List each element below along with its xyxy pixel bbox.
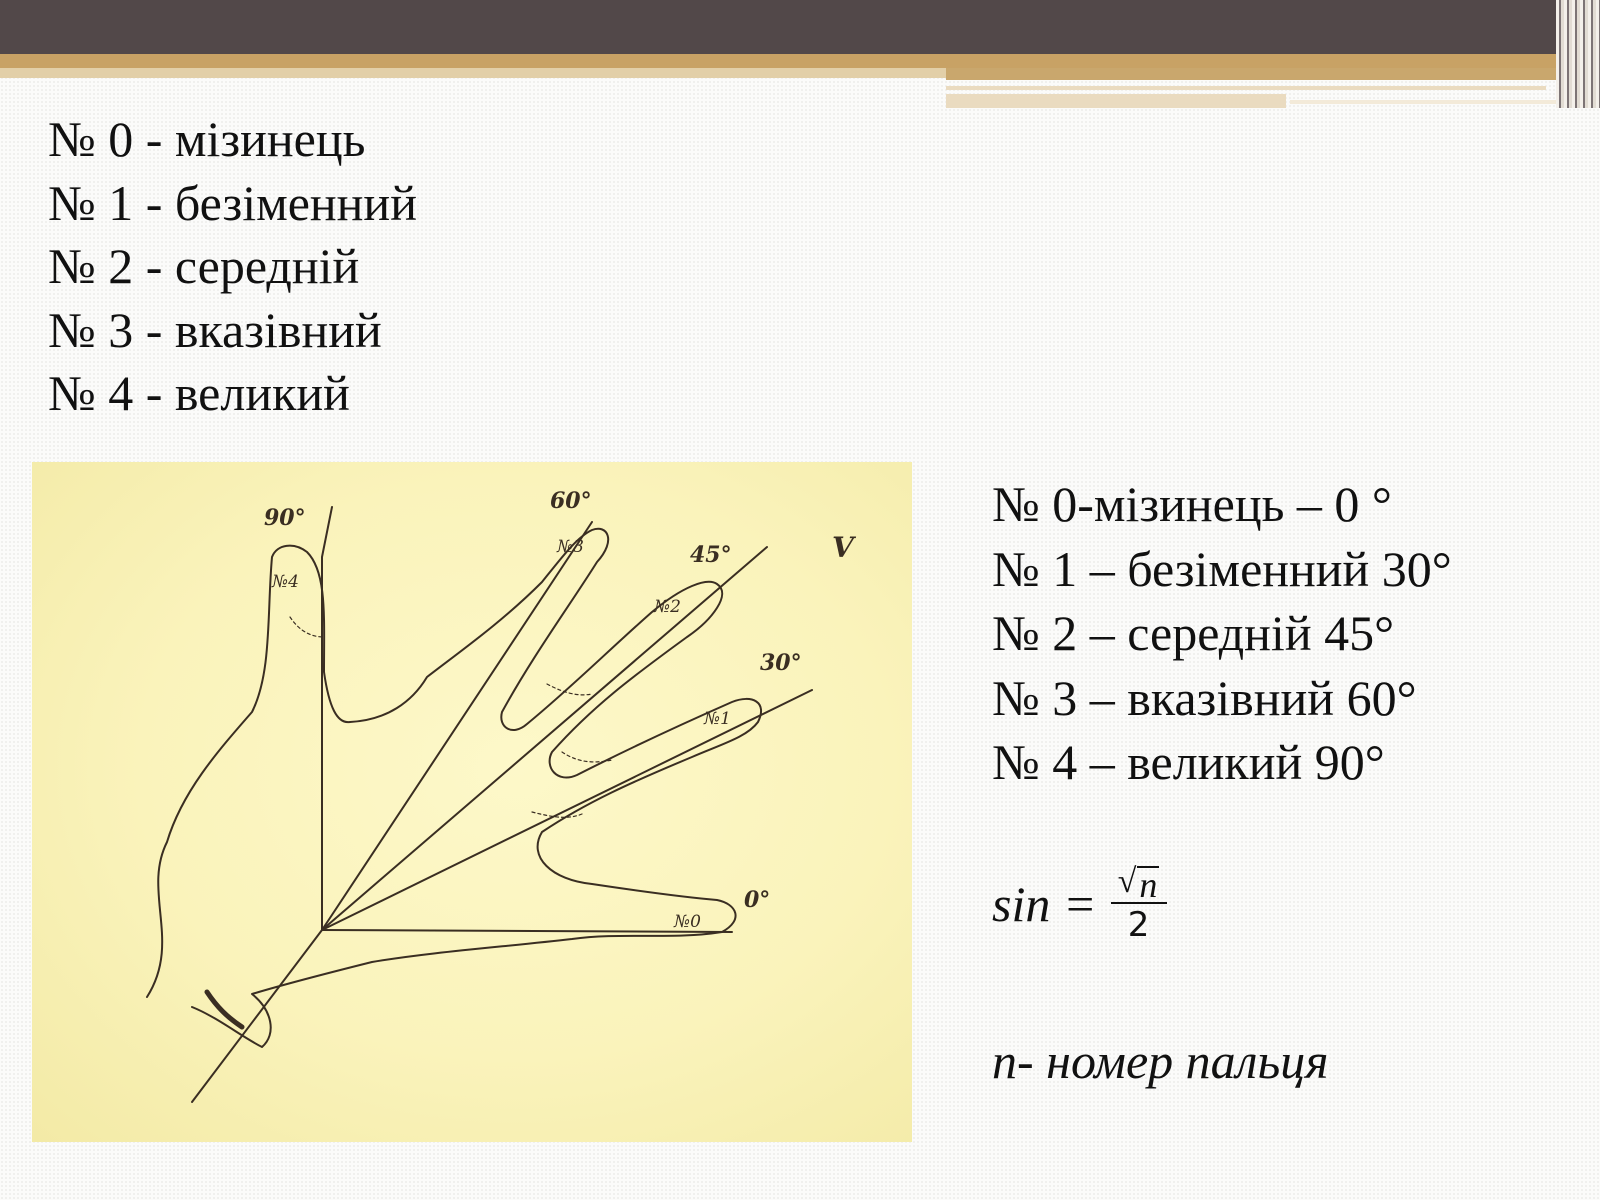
angle-label: 0° <box>744 887 771 913</box>
formula-fraction <box>1111 862 1167 946</box>
sqrt-symbol: √ <box>1117 863 1137 900</box>
corner-mark: V <box>832 531 854 564</box>
angle-label: 45° <box>690 542 732 568</box>
finger-name-item: № 3 - вказівний <box>48 301 382 358</box>
ray-0 <box>322 930 732 932</box>
angle-label: 60° <box>550 488 592 514</box>
formula-denominator: 2 <box>1127 905 1150 945</box>
finger-angle-item: № 0-мізинець – 0 ° <box>992 476 1392 532</box>
sine-formula <box>992 862 1167 946</box>
finger-label: №0 <box>674 912 701 932</box>
ray-45 <box>322 547 767 930</box>
header-bar-gold <box>0 54 1560 68</box>
hand-angles-drawing <box>32 462 912 1142</box>
formula-legend: n- номер пальця <box>992 1033 1329 1089</box>
finger-name-item: № 4 - великий <box>48 365 350 421</box>
finger-name-item: № 0 - мізинець <box>48 111 366 167</box>
angle-labels <box>264 488 802 913</box>
header-edge-decoration <box>1556 0 1600 108</box>
ray-90 <box>322 507 332 930</box>
finger-label: №1 <box>704 709 731 729</box>
header-bar-light <box>0 68 946 78</box>
finger-label: №2 <box>654 597 681 617</box>
finger-label: №3 <box>557 537 584 557</box>
finger-names-list <box>48 108 417 426</box>
radicand: n <box>1139 865 1158 905</box>
angle-label: 90° <box>264 505 306 531</box>
ray-60 <box>322 522 592 930</box>
palm-shadow <box>207 992 242 1027</box>
angle-label: 30° <box>760 650 802 676</box>
finger-angle-item: № 1 – безіменний 30° <box>992 540 1452 597</box>
finger-angle-item: № 3 – вказівний 60° <box>992 669 1417 726</box>
finger-angles-list <box>992 472 1452 795</box>
hand-sketch <box>32 462 912 1142</box>
finger-label: №4 <box>272 572 299 592</box>
header-stripe <box>946 94 1286 108</box>
finger-angle-item: № 2 – середній 45° <box>992 605 1395 661</box>
finger-angle-item: № 4 – великий 90° <box>992 734 1385 790</box>
header-stripe <box>946 86 1546 90</box>
formula-numerator <box>1114 862 1164 905</box>
header-stripe <box>1290 100 1570 104</box>
header-bar-dark <box>0 0 1600 54</box>
header-bar-gold-right <box>946 68 1560 80</box>
ray-30 <box>322 690 812 930</box>
hand-outline <box>147 507 812 1102</box>
finger-name-item: № 2 - середній <box>48 238 360 294</box>
finger-name-item: № 1 - безіменний <box>48 174 417 231</box>
formula-lhs: sin = <box>992 876 1097 932</box>
